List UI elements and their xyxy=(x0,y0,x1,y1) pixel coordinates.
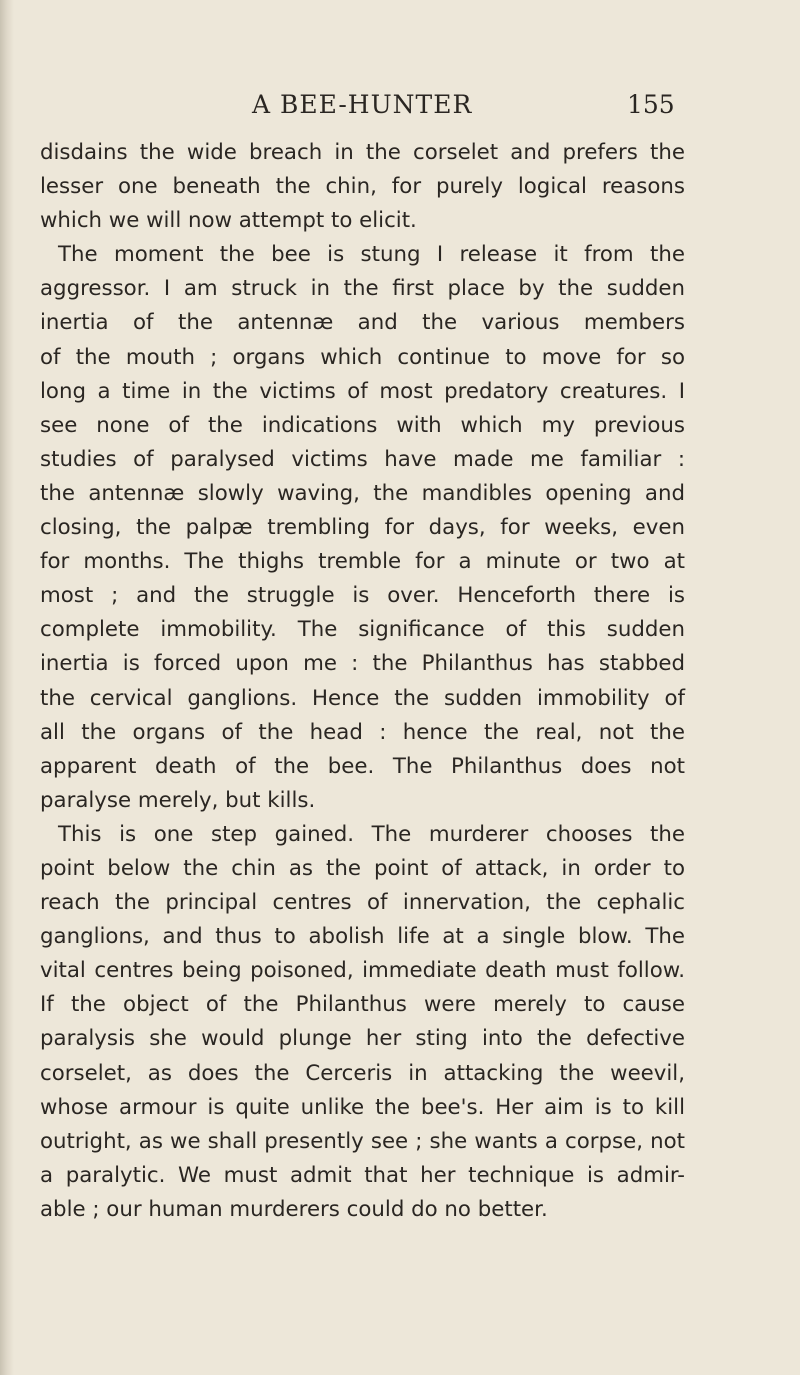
text-line: point below the chin as the point of attack, in order to xyxy=(40,855,685,881)
text-line: vital centres being poisoned, immediate death must follow. xyxy=(40,958,685,984)
text-line: inertia of the antennæ and the various members xyxy=(40,310,685,336)
running-title: A BEE-HUNTER xyxy=(252,90,473,119)
text-line: closing, the palpæ trembling for days, for weeks, even xyxy=(40,515,685,541)
text-line: the cervical ganglions. Hence the sudden immobility of xyxy=(40,685,685,711)
text-line: reach the principal centres of innervation, the cephalic xyxy=(40,890,685,916)
page-number: 155 xyxy=(627,90,675,119)
text-line: long a time in the victims of most predatory creatures. I xyxy=(40,378,685,404)
text-line: This is one step gained. The murderer chooses the xyxy=(58,821,685,847)
text-line: see none of the indications with which my previous xyxy=(40,412,685,438)
text-line: all the organs of the head : hence the real, not the xyxy=(40,719,685,745)
body-text xyxy=(40,136,685,1227)
text-line: disdains the wide breach in the corselet and prefers the xyxy=(40,140,685,165)
text-line: outright, as we shall presently see ; she wants a corpse, not xyxy=(40,1128,685,1154)
text-line: studies of paralysed victims have made me familiar : xyxy=(40,446,685,472)
text-line: whose armour is quite unlike the bee's. Her aim is to kill xyxy=(40,1094,685,1120)
text-line: a paralytic. We must admit that her technique is admir- xyxy=(40,1162,685,1188)
text-line: ganglions, and thus to abolish life at a single blow. The xyxy=(40,924,685,950)
text-line: paralyse merely, but kills. xyxy=(40,787,316,813)
text-line: If the object of the Philanthus were merely to cause xyxy=(40,992,685,1018)
text-line: the antennæ slowly waving, the mandibles opening and xyxy=(40,480,685,506)
text-line: paralysis she would plunge her sting into the defective xyxy=(40,1026,685,1052)
text-line: apparent death of the bee. The Philanthus does not xyxy=(40,753,685,779)
text-line: of the mouth ; organs which continue to move for so xyxy=(40,344,685,370)
text-line: able ; our human murderers could do no better. xyxy=(40,1196,548,1222)
running-head xyxy=(0,86,800,126)
text-line: lesser one beneath the chin, for purely logical reasons xyxy=(40,174,685,200)
text-line: most ; and the struggle is over. Henceforth there is xyxy=(40,583,685,609)
page-edge-shadow xyxy=(0,0,14,1375)
text-line: aggressor. I am struck in the first place by the sudden xyxy=(40,276,685,302)
text-line: inertia is forced upon me : the Philanthus has stabbed xyxy=(40,651,685,677)
text-line: which we will now attempt to elicit. xyxy=(40,208,417,234)
text-line: corselet, as does the Cerceris in attacking the weevil, xyxy=(40,1060,685,1086)
text-line: for months. The thighs tremble for a minute or two at xyxy=(40,549,685,575)
text-line: complete immobility. The significance of this sudden xyxy=(40,617,685,643)
text-line: The moment the bee is stung I release it from the xyxy=(58,242,685,268)
